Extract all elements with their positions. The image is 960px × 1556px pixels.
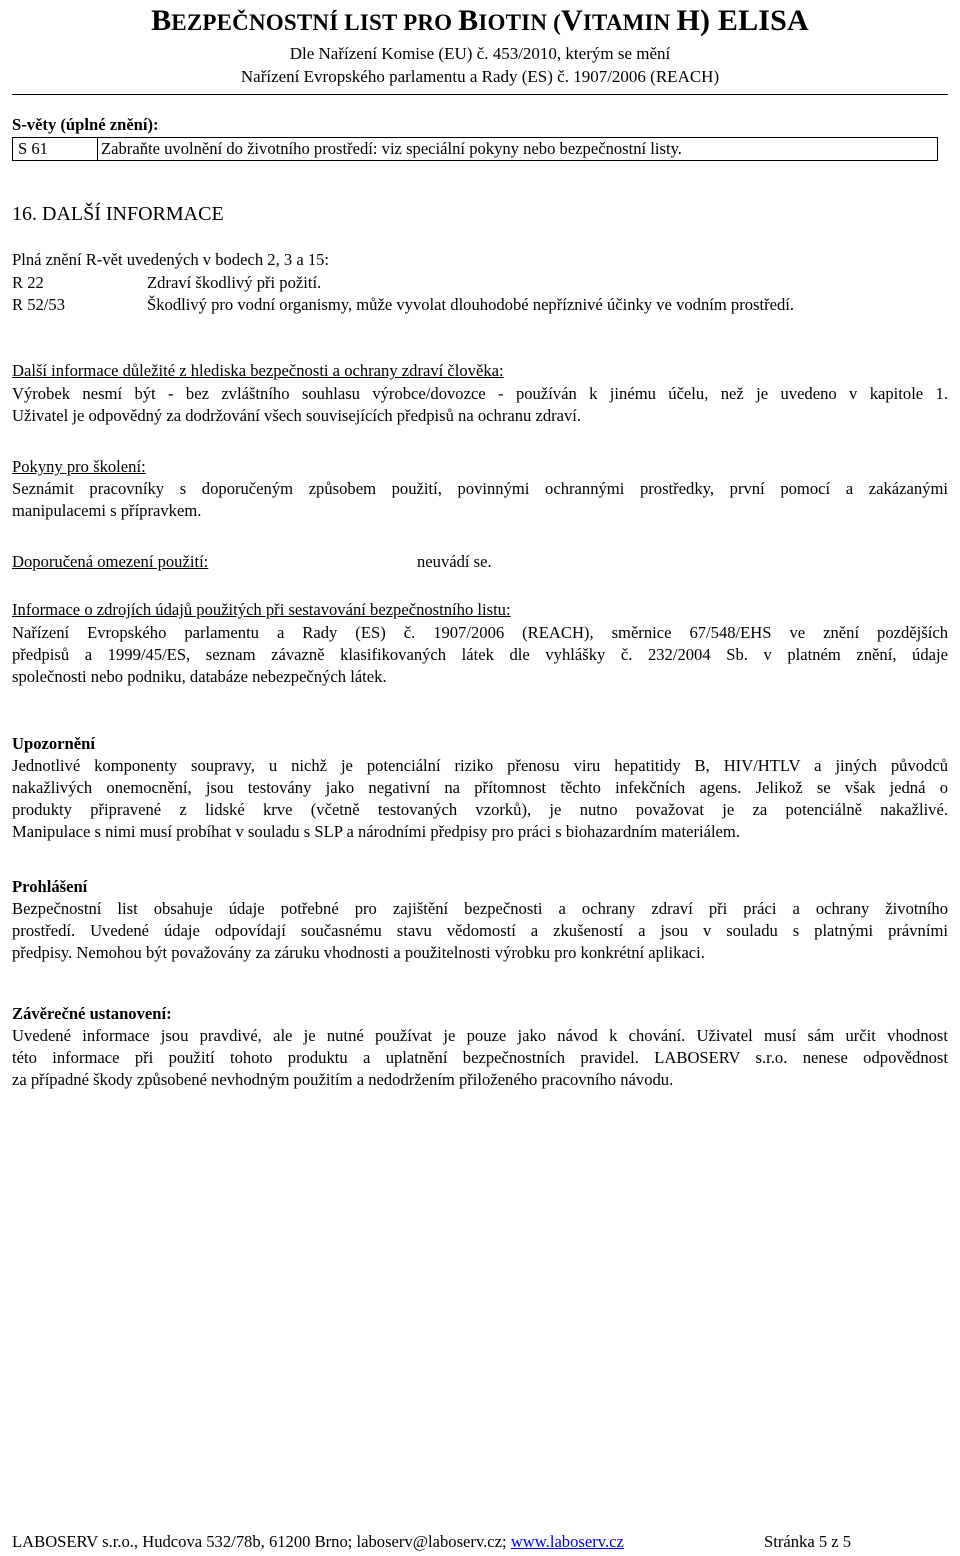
title-part: V	[560, 4, 583, 37]
s-phrase-text-cell	[98, 138, 937, 160]
title-part: ITAMIN	[582, 10, 677, 35]
footer-website-link[interactable]: www.laboserv.cz	[510, 1532, 624, 1551]
text-line: manipulacemi s přípravkem.	[12, 501, 202, 520]
r-phrase-text: Škodlivý pro vodní organismy, může vyvolat dlouhodobé nepříznivé účinky ve vodním prostředí.	[147, 295, 795, 314]
s-phrase-text: Zabraňte uvolnění do životního prostředí: viz speciální pokyny nebo bezpečnostní listy.	[101, 139, 682, 158]
title-part: EZPEČNOSTNÍ LIST PRO	[171, 10, 459, 35]
text-line: nakažlivých onemocnění, jsou testovány jako negativní na přítomnost těchto infekčních agens. Jelikož se však jedná o	[12, 778, 948, 797]
warning-heading: Upozornění	[12, 734, 95, 753]
title-part: H) ELISA	[676, 4, 809, 37]
text-line: Bezpečnostní list obsahuje údaje potřebné pro zajištění bezpečnosti a ochrany zdraví při práci a ochrany životního	[12, 899, 948, 918]
title-part: B	[151, 4, 172, 37]
text-line: Nařízení Evropského parlamentu a Rady (ES) č. 1907/2006 (REACH), směrnice 67/548/EHS ve znění pozdějších	[12, 623, 948, 642]
s-phrases-table	[12, 137, 938, 161]
restrictions-label: Doporučená omezení použití:	[12, 552, 209, 571]
final-provision-heading: Závěrečné ustanovení:	[12, 1004, 172, 1023]
title-part: B	[458, 4, 479, 37]
s-phrase-code-cell	[13, 138, 98, 160]
text-line: Seznámit pracovníky s doporučeným způsobem použití, povinnými ochrannými prostředky, první pomocí a zakázanými	[12, 479, 948, 498]
training-heading: Pokyny pro školení:	[12, 457, 146, 476]
header-subtitle-reach: Nařízení Evropského parlamentu a Rady (ES) č. 1907/2006 (REACH)	[240, 67, 720, 86]
document-title	[0, 4, 960, 38]
text-line: produkty připravené z lidské krve (včetně testovaných vzorků), je nutno považovat je za potenciálně nakažlivé.	[12, 800, 948, 819]
sources-heading: Informace o zdrojích údajů použitých při sestavování bezpečnostního listu:	[12, 600, 511, 619]
header-divider	[12, 94, 948, 95]
r-phrase-text: Zdraví škodlivý při požití.	[147, 273, 322, 292]
footer-company: LABOSERV s.r.o., Hudcova 532/78b, 61200 Brno; laboserv@laboserv.cz;	[12, 1532, 511, 1551]
restrictions-value: neuvádí se.	[417, 552, 492, 571]
declaration-text	[12, 898, 948, 964]
sources-text	[12, 622, 948, 688]
safety-info-heading: Další informace důležité z hlediska bezpečnosti a ochrany zdraví člověka:	[12, 361, 504, 380]
s-phrase-code: S 61	[18, 139, 48, 158]
text-line: Výrobek nesmí být - bez zvláštního souhlasu výrobce/dovozce - používán k jinému účelu, než je uvedeno v kapitole 1.	[12, 384, 948, 403]
text-line: společnosti nebo podniku, databáze nebezpečných látek.	[12, 667, 387, 686]
r-phrases-intro: Plná znění R-vět uvedených v bodech 2, 3 a 15:	[12, 250, 330, 269]
training-text	[12, 478, 948, 522]
r-phrase-code: R 52/53	[12, 295, 66, 314]
text-line: předpisů a 1999/45/ES, seznam závazně klasifikovaných látek dle vyhlášky č. 232/2004 Sb. v platném znění, údaje	[12, 645, 948, 664]
header-subtitle-regulation: Dle Nařízení Komise (EU) č. 453/2010, kterým se mění	[289, 44, 671, 63]
text-line: prostředí. Uvedené údaje odpovídají současnému stavu vědomostí a zkušeností a jsou v souladu s platnými právními	[12, 921, 948, 940]
text-line: Uživatel je odpovědný za dodržování všech souvisejících předpisů na ochranu zdraví.	[12, 406, 582, 425]
text-line: předpisy. Nemohou být považovány za záruku vhodnosti a použitelnosti výrobku pro konkrétní aplikaci.	[12, 943, 705, 962]
final-provision-text	[12, 1025, 948, 1091]
footer	[12, 1531, 624, 1553]
s-phrases-heading: S-věty (úplné znění):	[12, 115, 159, 134]
declaration-heading: Prohlášení	[12, 877, 88, 896]
text-line: této informace při použití tohoto produktu a uplatnění bezpečnostních pravidel. LABOSERV s.r.o. nenese odpovědnost	[12, 1048, 948, 1067]
safety-info-text	[12, 383, 948, 427]
text-line: Uvedené informace jsou pravdivé, ale je nutné používat je pouze jako návod k chování. Uživatel musí sám určit vhodnost	[12, 1026, 948, 1045]
footer-page-number: Stránka 5 z 5	[764, 1532, 852, 1551]
warning-text	[12, 755, 948, 843]
r-phrase-code: R 22	[12, 273, 44, 292]
section-16-heading: 16. DALŠÍ INFORMACE	[12, 203, 224, 225]
text-line: Jednotlivé komponenty soupravy, u nichž je potenciální riziko přenosu viru hepatitidy B, HIV/HTLV a jiných původců	[12, 756, 948, 775]
text-line: Manipulace s nimi musí probíhat v souladu s SLP a národními předpisy pro práci s biohazardním materiálem.	[12, 822, 740, 841]
text-line: za případné škody způsobené nevhodným použitím a nedodržením přiloženého pracovního návodu.	[12, 1070, 674, 1089]
title-part: IOTIN (	[478, 10, 561, 35]
